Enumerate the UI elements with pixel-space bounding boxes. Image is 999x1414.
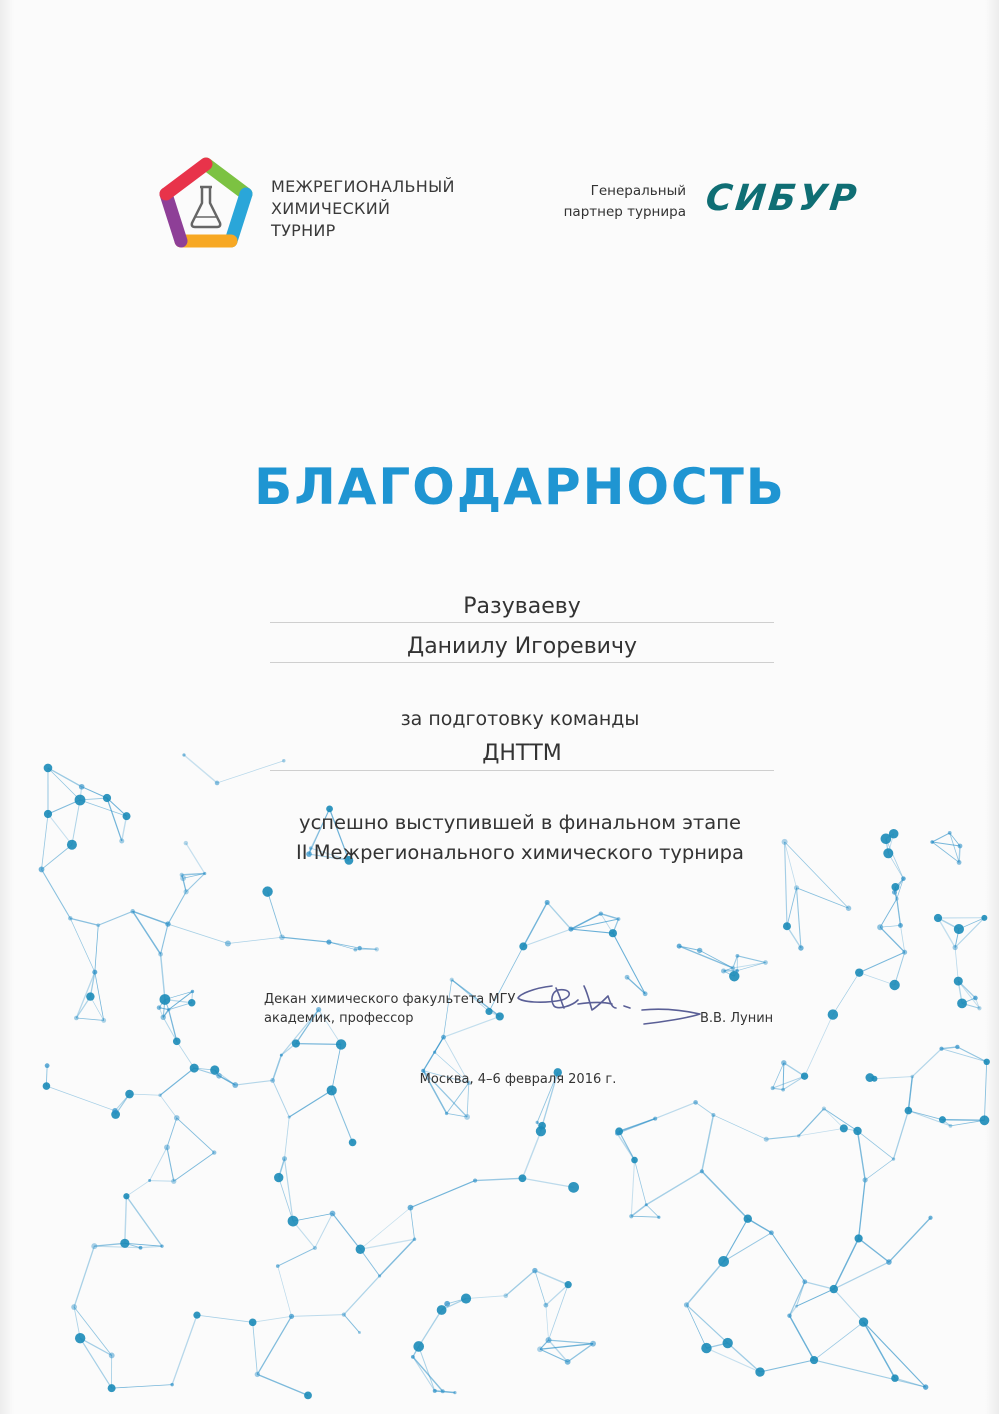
handwritten-signature [512,978,712,1032]
reason-text: за подготовку команды [400,708,640,730]
organization-name-line3: ТУРНИР [271,221,336,240]
signatory-position [264,990,515,1028]
certificate-title: БЛАГОДАРНОСТЬ [254,458,786,516]
logo-segment-left [166,194,181,241]
signatory-name: В.В. Лунин [700,1011,774,1026]
recipient-name: Даниилу Игоревичу [407,634,637,659]
place-and-date: Москва, 4–6 февраля 2016 г. [419,1072,617,1087]
organization-name [271,176,455,242]
flask-icon [192,187,220,227]
organization-name-line1: МЕЖРЕГИОНАЛЬНЫЙ [271,177,455,196]
partner-label [540,181,686,223]
team-name-underline [270,770,774,771]
achievement-line2: II Межрегионального химического турнира [296,841,744,864]
logo-segment-top-left [166,164,206,194]
tournament-logo-icon [158,157,254,251]
recipient-surname: Разуваеву [463,594,581,619]
achievement-line1: успешно выступившей в финальном этапе [299,811,741,834]
recipient-name-underline [270,662,774,663]
sibur-logo: СИБУР [703,178,862,219]
logo-segment-top-right [206,164,246,194]
signatory-position-line2: академик, профессор [264,1011,414,1026]
team-name: ДНТТМ [482,741,562,766]
recipient-surname-underline [270,622,774,623]
logo-segment-right [231,194,246,241]
partner-label-line1: Генеральный [590,183,686,199]
partner-label-line2: партнер турнира [563,204,686,220]
organization-name-line2: ХИМИЧЕСКИЙ [271,199,391,218]
signatory-position-line1: Декан химического факультета МГУ [264,992,516,1007]
